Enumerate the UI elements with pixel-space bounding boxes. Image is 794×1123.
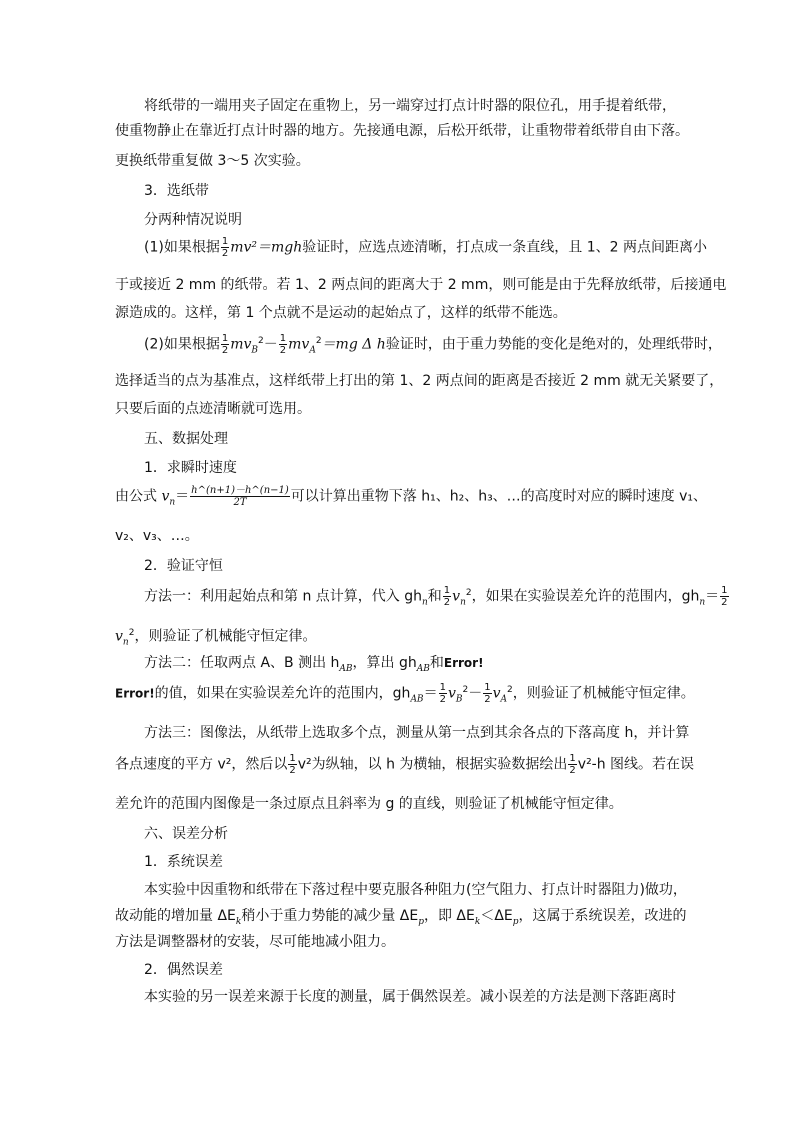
systematic-line2: 故动能的增加量 $\Delta E_k$稍小于重力势能的减少量 $\Delta E_p$，即 $\Delta E_k<\Delta E_p$，这属于系统误差，改进的 <box>115 908 687 927</box>
half-fraction: $\frac{1}{2}$ <box>439 682 446 706</box>
case2-line1: (2)如果根据 $\frac{1}{2}$ $mv_B^2-$ $\frac{1}{2}$ $mv_A^2=mg$ Δ h验证时，由于重力势能的变化是绝对的，处理纸带时， <box>144 333 722 357</box>
random-line1: 本实验的另一误差来源于长度的测量，属于偶然误差。减小误差的方法是测下落距离时 <box>144 989 676 1005</box>
heading-data-processing: 五、数据处理 <box>144 431 228 447</box>
heading-select-tape: 3．选纸带 <box>144 183 209 199</box>
half-fraction: $\frac{1}{2}$ <box>221 333 229 357</box>
half-fraction: $\frac{1}{2}$ <box>221 236 229 259</box>
paragraph-install-line1: 将纸带的一端用夹子固定在重物上，另一端穿过打点计时器的限位孔，用手提着纸带， <box>144 98 676 114</box>
case1-line1 <box>144 236 707 272</box>
case2-line3: 只要后面的点迹清晰就可选用。 <box>115 401 311 417</box>
half-fraction: $\frac{1}{2}$ <box>289 753 296 776</box>
case1-line2: 于或接近 2 mm 的纸带。若 1、2 两点间的距离大于 2 mm，则可能是由于先释放纸带，后接通电 <box>115 277 727 293</box>
method1-line2: $v_n^2$，则验证了机械能守恒定律。 <box>115 628 317 648</box>
heading-instant-velocity: 1．求瞬时速度 <box>144 460 237 476</box>
half-fraction: $\frac{1}{2}$ <box>569 753 576 776</box>
method2-line1: 方法二：任取两点 A、B 测出 $h_{AB}$，算出 $gh_{AB}$和Error! <box>144 655 484 674</box>
paragraph-two-cases: 分两种情况说明 <box>144 212 242 228</box>
case1-formula: mv²＝mgh <box>230 239 303 256</box>
velocity-fraction: $\frac{h\^{}(n+1)-h\^{}(n-1)}{2T}$ <box>191 485 289 508</box>
case2-line2: 选择适当的点为基准点，这样纸带上打出的第 1、2 两点间的距离是否接近 2 mm 就无关紧要了， <box>115 373 724 389</box>
paragraph-install-line2: 使重物静止在靠近打点计时器的地方。先接通电源，后松开纸带，让重物带着纸带自由下落。 <box>115 123 689 139</box>
velocity-line1: 由公式 $v_n=$ $\frac{h\^{}(n+1)-h\^{}(n-1)}{2T}$ 可以计算出重物下落 h₁、h₂、h₃、…的高度时对应的瞬时速度 v₁、 <box>115 485 708 508</box>
half-fraction: $\frac{1}{2}$ <box>279 333 287 357</box>
heading-random-error: 2．偶然误差 <box>144 962 223 978</box>
systematic-line1: 本实验中因重物和纸带在下落过程中要克服各种阻力(空气阻力、打点计时器阻力)做功， <box>144 882 687 898</box>
systematic-line3: 方法是调整器材的安装，尽可能地减小阻力。 <box>115 934 395 950</box>
paragraph-install-line3: 更换纸带重复做 3～5 次实验。 <box>115 153 310 169</box>
error-placeholder: Error! <box>115 686 155 701</box>
method3-line3: 差允许的范围内图像是一条过原点且斜率为 g 的直线，则验证了机械能守恒定律。 <box>115 796 623 812</box>
heading-systematic-error: 1．系统误差 <box>144 854 223 870</box>
method3-line2: 各点速度的平方 v²，然后以 $\frac{1}{2}$ v²为纵轴，以 h 为横轴，根据实验数据绘出 $\frac{1}{2}$ v²-h 图线。若在误 <box>115 753 695 776</box>
method1-line1: 方法一：利用起始点和第 n 点计算，代入 $gh_n$和 $\frac{1}{2}$ $v_n^2$，如果在实验误差允许的范围内，$gh_n=$ $\frac{1}{2}$ <box>144 585 728 609</box>
case1-prefix: (1)如果根据 <box>144 239 220 256</box>
heading-verify-conservation: 2．验证守恒 <box>144 558 223 574</box>
half-fraction: $\frac{1}{2}$ <box>484 682 491 706</box>
velocity-text: 可以计算出重物下落 h₁、h₂、h₃、…的高度时对应的瞬时速度 v₁、 <box>290 488 708 505</box>
half-fraction: $\frac{1}{2}$ <box>443 585 451 609</box>
half-fraction: $\frac{1}{2}$ <box>721 585 728 609</box>
heading-error-analysis: 六、误差分析 <box>144 826 228 842</box>
case1-text: 验证时，应选点迹清晰，打点成一条直线，且 1、2 两点间距离小 <box>302 239 707 256</box>
case2-text: 验证时，由于重力势能的变化是绝对的，处理纸带时， <box>385 336 722 353</box>
case2-prefix: (2)如果根据 <box>144 336 220 353</box>
method3-line1: 方法三：图像法，从纸带上选取多个点，测量从第一点到其余各点的下落高度 h，并计算 <box>144 725 690 741</box>
case1-line3: 源造成的。这样，第 1 个点就不是运动的起始点了，这样的纸带不能选。 <box>115 305 567 321</box>
error-placeholder: Error! <box>443 656 484 670</box>
method2-line2: Error!的值，如果在实验误差允许的范围内，$gh_{AB}=$ $\frac{1}{2}$ $v_B^2-$ $\frac{1}{2}$ $v_A^2$，则验证了机械能守恒定律。 <box>115 682 695 706</box>
velocity-line2: v₂、v₃、…。 <box>115 528 199 544</box>
